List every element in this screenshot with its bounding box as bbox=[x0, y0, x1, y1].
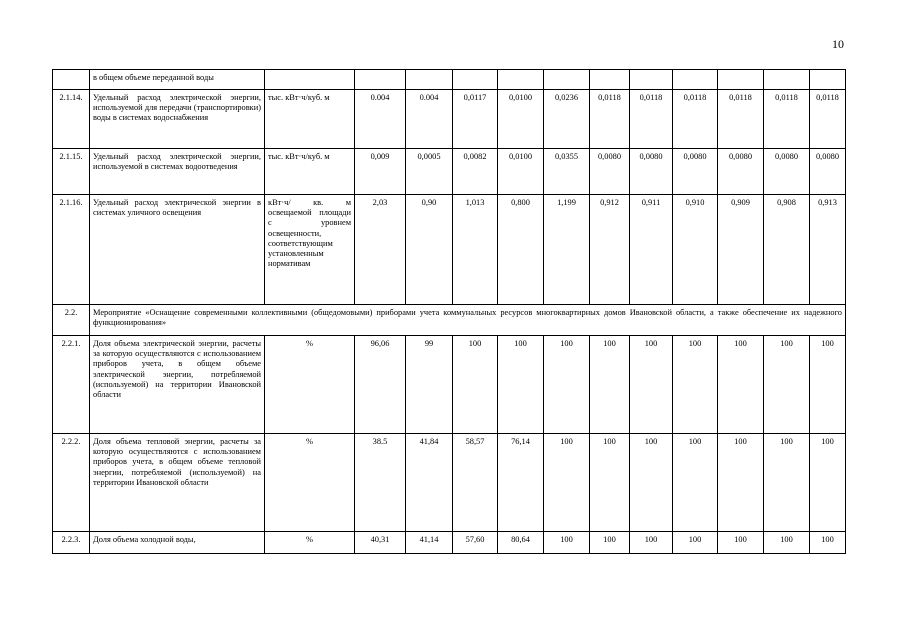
table-row bbox=[53, 434, 846, 532]
value-cell bbox=[453, 70, 498, 90]
indicator-name: Доля объема тепловой энергии, расчеты за которую осуществляются с использованием приборов учета, в общем объеме тепловой энергии, потребляемой (используемой) на территории Ивановской области bbox=[90, 434, 265, 532]
value-cell: 100 bbox=[630, 336, 673, 434]
row-number: 2.1.14. bbox=[53, 90, 90, 149]
indicator-name: Доля объема холодной воды, bbox=[90, 532, 265, 554]
indicators-table bbox=[52, 69, 846, 554]
unit-cell: кВт·ч/ кв. м освещаемой площади с уровнем освещенности, соответствующим установленным нормативам bbox=[265, 195, 355, 305]
table-row bbox=[53, 70, 846, 90]
value-cell: 0,0080 bbox=[590, 149, 630, 195]
value-cell: 0,0118 bbox=[718, 90, 764, 149]
value-cell bbox=[718, 70, 764, 90]
row-number bbox=[53, 70, 90, 90]
table-row bbox=[53, 149, 846, 195]
value-cell: 100 bbox=[673, 532, 718, 554]
value-cell bbox=[673, 70, 718, 90]
unit-cell: % bbox=[265, 434, 355, 532]
row-number: 2.1.15. bbox=[53, 149, 90, 195]
table-row bbox=[53, 305, 846, 336]
value-cell: 0,908 bbox=[764, 195, 810, 305]
value-cell: 0,0100 bbox=[498, 90, 544, 149]
unit-cell bbox=[265, 70, 355, 90]
value-cell bbox=[590, 70, 630, 90]
value-cell: 100 bbox=[764, 532, 810, 554]
value-cell: 58,57 bbox=[453, 434, 498, 532]
value-cell: 76,14 bbox=[498, 434, 544, 532]
row-number: 2.2.2. bbox=[53, 434, 90, 532]
row-number: 2.2. bbox=[53, 305, 90, 336]
value-cell: 100 bbox=[590, 336, 630, 434]
value-cell: 0,0080 bbox=[764, 149, 810, 195]
value-cell: 0,0080 bbox=[718, 149, 764, 195]
value-cell: 100 bbox=[764, 336, 810, 434]
value-cell bbox=[810, 70, 846, 90]
value-cell bbox=[498, 70, 544, 90]
value-cell: 0,0118 bbox=[810, 90, 846, 149]
unit-cell: тыс. кВт·ч/куб. м bbox=[265, 90, 355, 149]
table-row bbox=[53, 195, 846, 305]
value-cell: 0,0118 bbox=[764, 90, 810, 149]
unit-cell: % bbox=[265, 336, 355, 434]
value-cell: 80,64 bbox=[498, 532, 544, 554]
value-cell: 0,0118 bbox=[590, 90, 630, 149]
value-cell: 0,0236 bbox=[544, 90, 590, 149]
value-cell: 57,60 bbox=[453, 532, 498, 554]
row-number: 2.2.3. bbox=[53, 532, 90, 554]
value-cell: 0,0005 bbox=[406, 149, 453, 195]
value-cell: 0,0100 bbox=[498, 149, 544, 195]
value-cell: 100 bbox=[453, 336, 498, 434]
value-cell: 41,84 bbox=[406, 434, 453, 532]
value-cell bbox=[355, 70, 406, 90]
value-cell: 100 bbox=[764, 434, 810, 532]
value-cell: 0,909 bbox=[718, 195, 764, 305]
value-cell: 1,199 bbox=[544, 195, 590, 305]
value-cell: 99 bbox=[406, 336, 453, 434]
value-cell: 0,0080 bbox=[673, 149, 718, 195]
value-cell: 0,0080 bbox=[630, 149, 673, 195]
value-cell: 0,0355 bbox=[544, 149, 590, 195]
value-cell: 100 bbox=[673, 434, 718, 532]
value-cell bbox=[406, 70, 453, 90]
value-cell: 0,0117 bbox=[453, 90, 498, 149]
value-cell: 0,910 bbox=[673, 195, 718, 305]
value-cell bbox=[764, 70, 810, 90]
value-cell: 0,911 bbox=[630, 195, 673, 305]
unit-cell: тыс. кВт·ч/куб. м bbox=[265, 149, 355, 195]
value-cell: 100 bbox=[630, 532, 673, 554]
unit-cell: % bbox=[265, 532, 355, 554]
value-cell: 100 bbox=[630, 434, 673, 532]
value-cell: 0.004 bbox=[406, 90, 453, 149]
table-row bbox=[53, 336, 846, 434]
value-cell: 0.004 bbox=[355, 90, 406, 149]
value-cell: 41,14 bbox=[406, 532, 453, 554]
value-cell: 100 bbox=[544, 336, 590, 434]
value-cell: 40,31 bbox=[355, 532, 406, 554]
value-cell bbox=[544, 70, 590, 90]
value-cell: 100 bbox=[590, 434, 630, 532]
value-cell: 100 bbox=[544, 434, 590, 532]
value-cell: 100 bbox=[810, 336, 846, 434]
value-cell: 0,90 bbox=[406, 195, 453, 305]
value-cell: 0,912 bbox=[590, 195, 630, 305]
value-cell: 96,06 bbox=[355, 336, 406, 434]
value-cell: 1,013 bbox=[453, 195, 498, 305]
value-cell: 0,913 bbox=[810, 195, 846, 305]
value-cell: 0,0118 bbox=[673, 90, 718, 149]
indicator-name: Удельный расход электрической энергии в системах уличного освещения bbox=[90, 195, 265, 305]
value-cell: 100 bbox=[718, 434, 764, 532]
indicator-name: Удельный расход электрической энергии, используемой в системах водоотведения bbox=[90, 149, 265, 195]
indicator-name: Удельный расход электрической энергии, используемой для передачи (транспортировки) воды в системах водоснабжения bbox=[90, 90, 265, 149]
value-cell: 0,0082 bbox=[453, 149, 498, 195]
value-cell: 0,009 bbox=[355, 149, 406, 195]
value-cell: 100 bbox=[810, 532, 846, 554]
value-cell bbox=[630, 70, 673, 90]
table-row bbox=[53, 90, 846, 149]
value-cell: 100 bbox=[590, 532, 630, 554]
value-cell: 100 bbox=[673, 336, 718, 434]
value-cell: 0,800 bbox=[498, 195, 544, 305]
indicator-name: в общем объеме переданной воды bbox=[90, 70, 265, 90]
row-number: 2.2.1. bbox=[53, 336, 90, 434]
row-number: 2.1.16. bbox=[53, 195, 90, 305]
value-cell: 0,0118 bbox=[630, 90, 673, 149]
value-cell: 38.5 bbox=[355, 434, 406, 532]
measure-title: Мероприятие «Оснащение современными коллективными (общедомовыми) приборами учета коммунальных ресурсов многоквартирных домов Ивановской области, а также обеспечение их надежного функционирования» bbox=[90, 305, 846, 336]
page-number: 10 bbox=[832, 37, 844, 51]
table-row bbox=[53, 532, 846, 554]
value-cell: 100 bbox=[544, 532, 590, 554]
indicator-name: Доля объема электрической энергии, расчеты за которую осуществляются с использованием приборов учета, в общем объеме электрической энергии, потребляемой (используемой) на территории Ивановской области bbox=[90, 336, 265, 434]
value-cell: 100 bbox=[718, 532, 764, 554]
value-cell: 100 bbox=[498, 336, 544, 434]
value-cell: 100 bbox=[810, 434, 846, 532]
value-cell: 0,0080 bbox=[810, 149, 846, 195]
value-cell: 100 bbox=[718, 336, 764, 434]
value-cell: 2,03 bbox=[355, 195, 406, 305]
